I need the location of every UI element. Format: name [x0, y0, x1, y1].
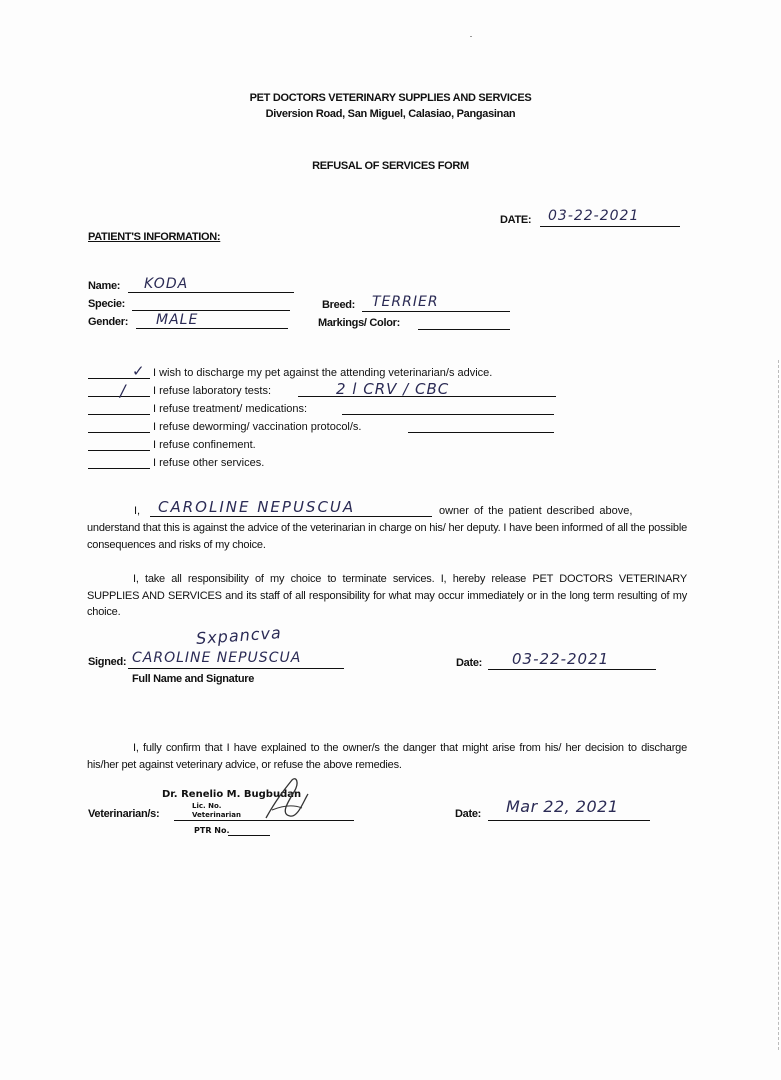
markings-line — [418, 329, 510, 330]
treatment-line — [342, 414, 554, 415]
date-line — [540, 226, 680, 227]
lab-tests-value: 2 l CRV / CBC — [336, 380, 450, 398]
vet-date-value: Mar 22, 2021 — [506, 797, 619, 816]
vet-confirm-paragraph: I, fully confirm that I have explained to the owner/s the danger that might arise from his/ her decision to discharge his/her pet against veterinary advice, or refuse the above remedies. — [87, 742, 687, 771]
scan-edge — [777, 360, 779, 1050]
deworming-line — [408, 432, 554, 433]
form-title: REFUSAL OF SERVICES FORM — [312, 160, 469, 172]
option-blank-3 — [88, 414, 150, 415]
option-mark-1: ✓ — [132, 362, 146, 380]
breed-line — [362, 311, 510, 312]
date-label: DATE: — [500, 214, 532, 226]
gender-value: MALE — [156, 312, 199, 328]
vet-line — [174, 820, 354, 821]
company-name: PET DOCTORS VETERINARY SUPPLIES AND SERVICES — [249, 92, 532, 104]
owner-name-line — [150, 516, 432, 517]
owner-date-value: 03-22-2021 — [512, 650, 610, 668]
gender-label: Gender: — [88, 316, 129, 328]
owner-date-label: Date: — [456, 657, 483, 669]
species-label: Specie: — [88, 298, 126, 310]
patient-section-title: PATIENT'S INFORMATION: — [88, 231, 221, 243]
signed-label: Signed: — [88, 656, 127, 668]
scan-speck — [470, 36, 472, 37]
owner-signature-scribble: Sxpancva — [195, 623, 283, 648]
vet-ptr-line — [228, 835, 270, 836]
species-line — [132, 310, 290, 311]
vet-stamp-role: Veterinarian — [192, 811, 241, 819]
vet-date-line — [488, 820, 650, 821]
statement-suffix: owner of the patient described above, — [439, 505, 633, 517]
option-text-1: I wish to discharge my pet against the attending veterinarian/s advice. — [153, 367, 493, 379]
option-text-3: I refuse treatment/ medications: — [153, 403, 308, 415]
option-blank-5 — [88, 450, 150, 451]
name-line — [128, 292, 294, 293]
markings-label: Markings/ Color: — [318, 317, 400, 329]
signature-caption: Full Name and Signature — [132, 673, 255, 685]
vet-signature-scribble — [262, 770, 312, 830]
owner-date-line — [488, 669, 656, 670]
vet-stamp-license: Lic. No. — [192, 802, 222, 810]
signed-name-value: CAROLINE NEPUSCUA — [132, 650, 302, 666]
name-label: Name: — [88, 280, 121, 292]
option-mark-2: / — [120, 381, 127, 400]
company-address: Diversion Road, San Miguel, Calasiao, Pangasinan — [265, 108, 516, 120]
option-text-2: I refuse laboratory tests: — [153, 385, 271, 397]
option-text-4: I refuse deworming/ vaccination protocol/s. — [153, 421, 362, 433]
statement-paragraph-1: understand that this is against the advice of the veterinarian in charge on his/ her deputy. I have been informed of all the possible consequences and risks of my choice. — [87, 522, 687, 551]
vet-stamp-ptr: PTR No. — [194, 826, 230, 835]
option-text-5: I refuse confinement. — [153, 439, 256, 451]
gender-line — [136, 328, 288, 329]
statement-prefix: I, — [134, 505, 141, 517]
breed-label: Breed: — [322, 299, 356, 311]
option-text-6: I refuse other services. — [153, 457, 265, 469]
date-value: 03-22-2021 — [548, 208, 640, 224]
breed-value: TERRIER — [372, 294, 439, 310]
option-blank-4 — [88, 432, 150, 433]
option-blank-6 — [88, 468, 150, 469]
name-value: KODA — [144, 276, 189, 292]
vet-date-label: Date: — [455, 808, 482, 820]
vet-label: Veterinarian/s: — [88, 808, 160, 820]
option-blank-2 — [88, 396, 150, 397]
owner-name-value: CAROLINE NEPUSCUA — [158, 498, 356, 516]
signed-line — [128, 668, 344, 669]
vet-stamp-name: Dr. Renelio M. Bugbudan — [162, 789, 302, 800]
statement-paragraph-2: I, take all responsibility of my choice to terminate services. I, hereby release PET DOCTORS VETERINARY SUPPLIES AND SERVICES and its staff of all responsibility for what may occur immediately or in the long term resulting of my choice. — [87, 573, 687, 618]
